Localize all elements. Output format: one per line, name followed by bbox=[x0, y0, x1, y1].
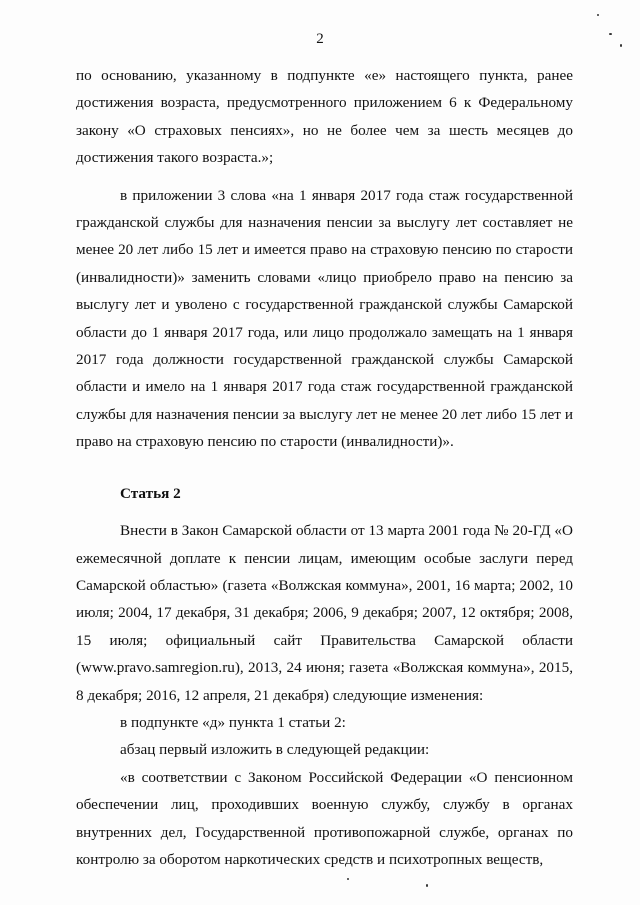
page-number: 2 bbox=[316, 31, 324, 47]
scan-speck bbox=[426, 884, 428, 887]
paragraph-amendments-intro: Внести в Закон Самарской области от 13 марта 2001 года № 20-ГД «О ежемесячной доплате к пенсии лицам, имеющим особые заслуги перед Самарской областью» (газета «Волжская коммуна», 2001, 16 марта; 2002, 10 июля; 2004, 17 декабря, 31 декабря; 2006, 9 декабря; 2007, 12 октября; 2008, 15 июля; официальный сайт Правительства Самарской области (www.pravo.samregion.ru), 2013, 24 июня; газета «Волжская коммуна», 2015, 8 декабря; 2016, 12 апреля, 21 декабря) следующие изменения: bbox=[76, 522, 573, 704]
spacer bbox=[76, 507, 573, 517]
spacer bbox=[76, 456, 573, 480]
document-body bbox=[76, 62, 573, 873]
article-heading: Статья 2 bbox=[120, 484, 181, 502]
paragraph-continuation: по основанию, указанному в подпункте «е» настоящего пункта, ранее достижения возраста, предусмотренного приложением 6 к Федеральному закону «О страховых пенсиях», но не более чем за шесть месяцев до достижения такого возраста.»; bbox=[76, 67, 573, 167]
paragraph-appendix-3: в приложении 3 слова «на 1 января 2017 года стаж государственной гражданской службы для назначения пенсии за выслугу лет составляет не менее 20 лет либо 15 лет и имеется право на страховую пенсию по старости (инвалидности)» заменить словами «лицо приобрело право на пенсию за выслугу лет и уволено с государственной гражданской службы Самарской области до 1 января 2017 года, или лицо продолжало замещать на 1 января 2017 года должности государственной гражданской службы Самарской области и имело на 1 января 2017 года стаж государственной гражданской службы для назначения пенсии за выслугу лет не менее 20 лет либо 15 лет и право на страховую пенсию по старости (инвалидности)». bbox=[76, 186, 573, 451]
scan-speck bbox=[597, 14, 599, 16]
spacer bbox=[76, 172, 573, 182]
scan-speck bbox=[609, 33, 612, 35]
paragraph-first-abzac: абзац первый изложить в следующей редакции: bbox=[120, 741, 430, 759]
scan-speck bbox=[347, 878, 349, 880]
paragraph-quoted-text: «в соответствии с Законом Российской Федерации «О пенсионном обеспечении лиц, проходивших военную службу, службу в органах внутренних дел, Государственной противопожарной службе, органах по контролю за оборотом наркотических средств и психотропных веществ, bbox=[76, 768, 573, 868]
scan-speck bbox=[620, 44, 622, 47]
paragraph-subpoint-d: в подпункте «д» пункта 1 статьи 2: bbox=[120, 713, 346, 731]
